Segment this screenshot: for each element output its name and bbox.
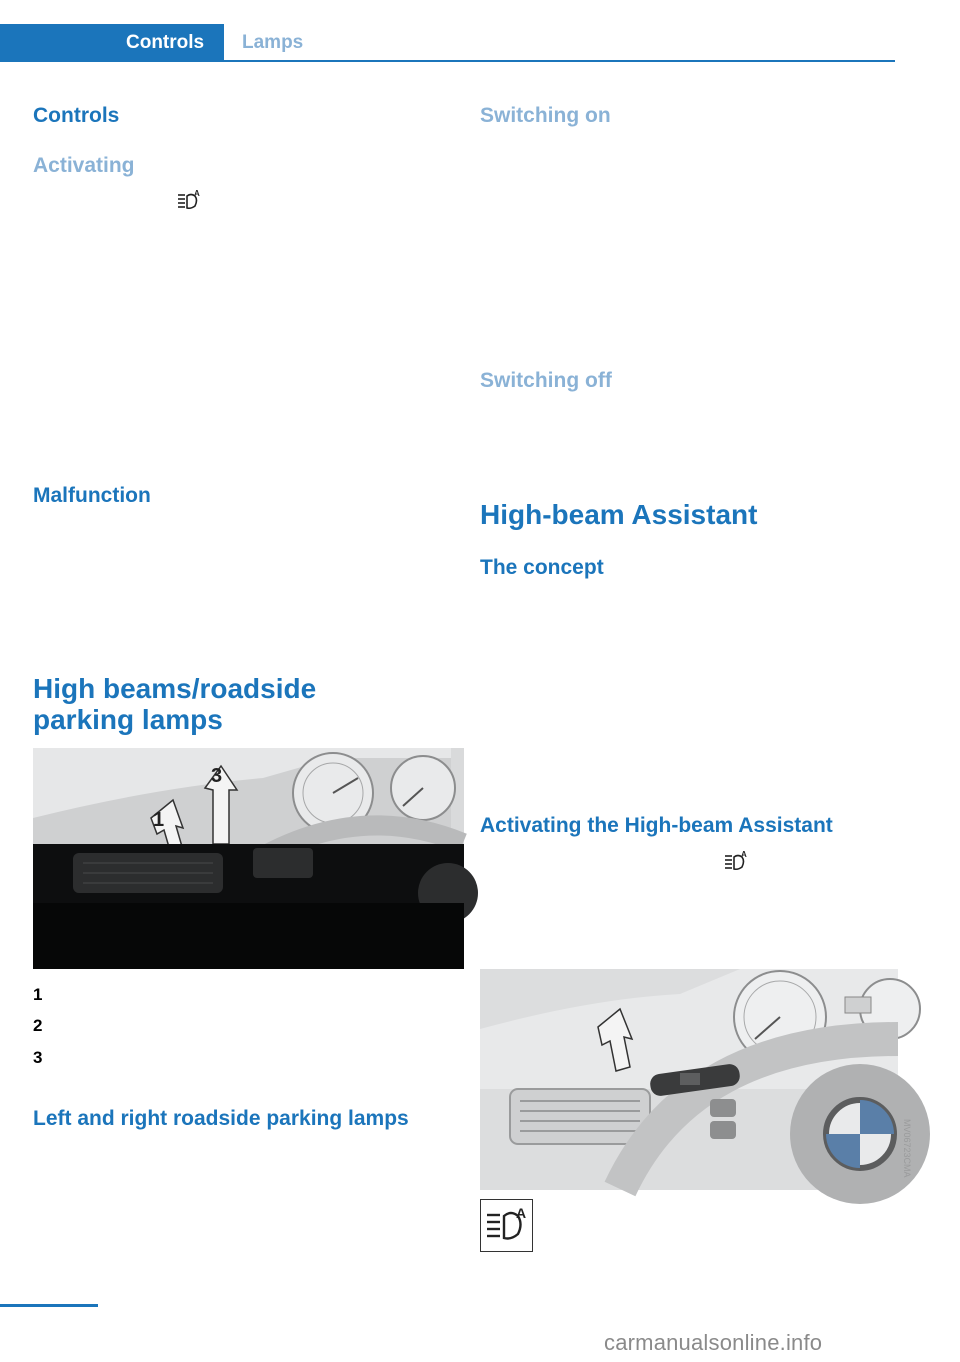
high-beam-assistant-indicator (480, 1199, 533, 1252)
watermark: carmanualsonline.info (604, 1330, 823, 1355)
concept-heading: The concept (480, 556, 604, 579)
high-beams-heading-line1: High beams/roadside (33, 673, 317, 704)
roadside-parking-heading: Left and right roadside parking lamps (33, 1107, 409, 1130)
svg-text:3: 3 (211, 765, 223, 787)
header-tabs (0, 24, 895, 62)
controls-heading: Controls (33, 104, 120, 127)
high-beams-heading-line2: parking lamps (33, 704, 223, 735)
list-item-number-3: 3 (33, 1048, 43, 1067)
activating-heading: Activating (33, 154, 135, 177)
tab-controls[interactable]: Controls (0, 24, 224, 62)
svg-text:A: A (741, 850, 747, 859)
high-beam-assistant-icon (481, 1200, 531, 1250)
high-beam-assistant-icon (723, 849, 749, 871)
switching-off-heading: Switching off (480, 369, 612, 392)
switching-on-heading: Switching on (480, 104, 611, 127)
activating-hba-heading: Activating the High-beam Assistant (480, 814, 833, 837)
high-beams-heading (33, 673, 316, 735)
image-code: MV06723CMA (902, 1119, 912, 1178)
list-item-number-2: 2 (33, 1016, 43, 1035)
list-item-number-1: 1 (33, 985, 43, 1004)
high-beam-assistant-figure (480, 969, 910, 1190)
high-beam-assistant-heading: High-beam Assistant (480, 499, 758, 530)
high-beam-assistant-icon (176, 188, 202, 210)
malfunction-heading: Malfunction (33, 484, 151, 507)
svg-text:A: A (194, 189, 200, 198)
high-beam-lever-figure (33, 748, 464, 969)
svg-text:1: 1 (153, 809, 165, 831)
tab-lamps[interactable]: Lamps (242, 32, 304, 53)
svg-text:A: A (516, 1205, 527, 1221)
footer-rule (0, 1304, 98, 1307)
